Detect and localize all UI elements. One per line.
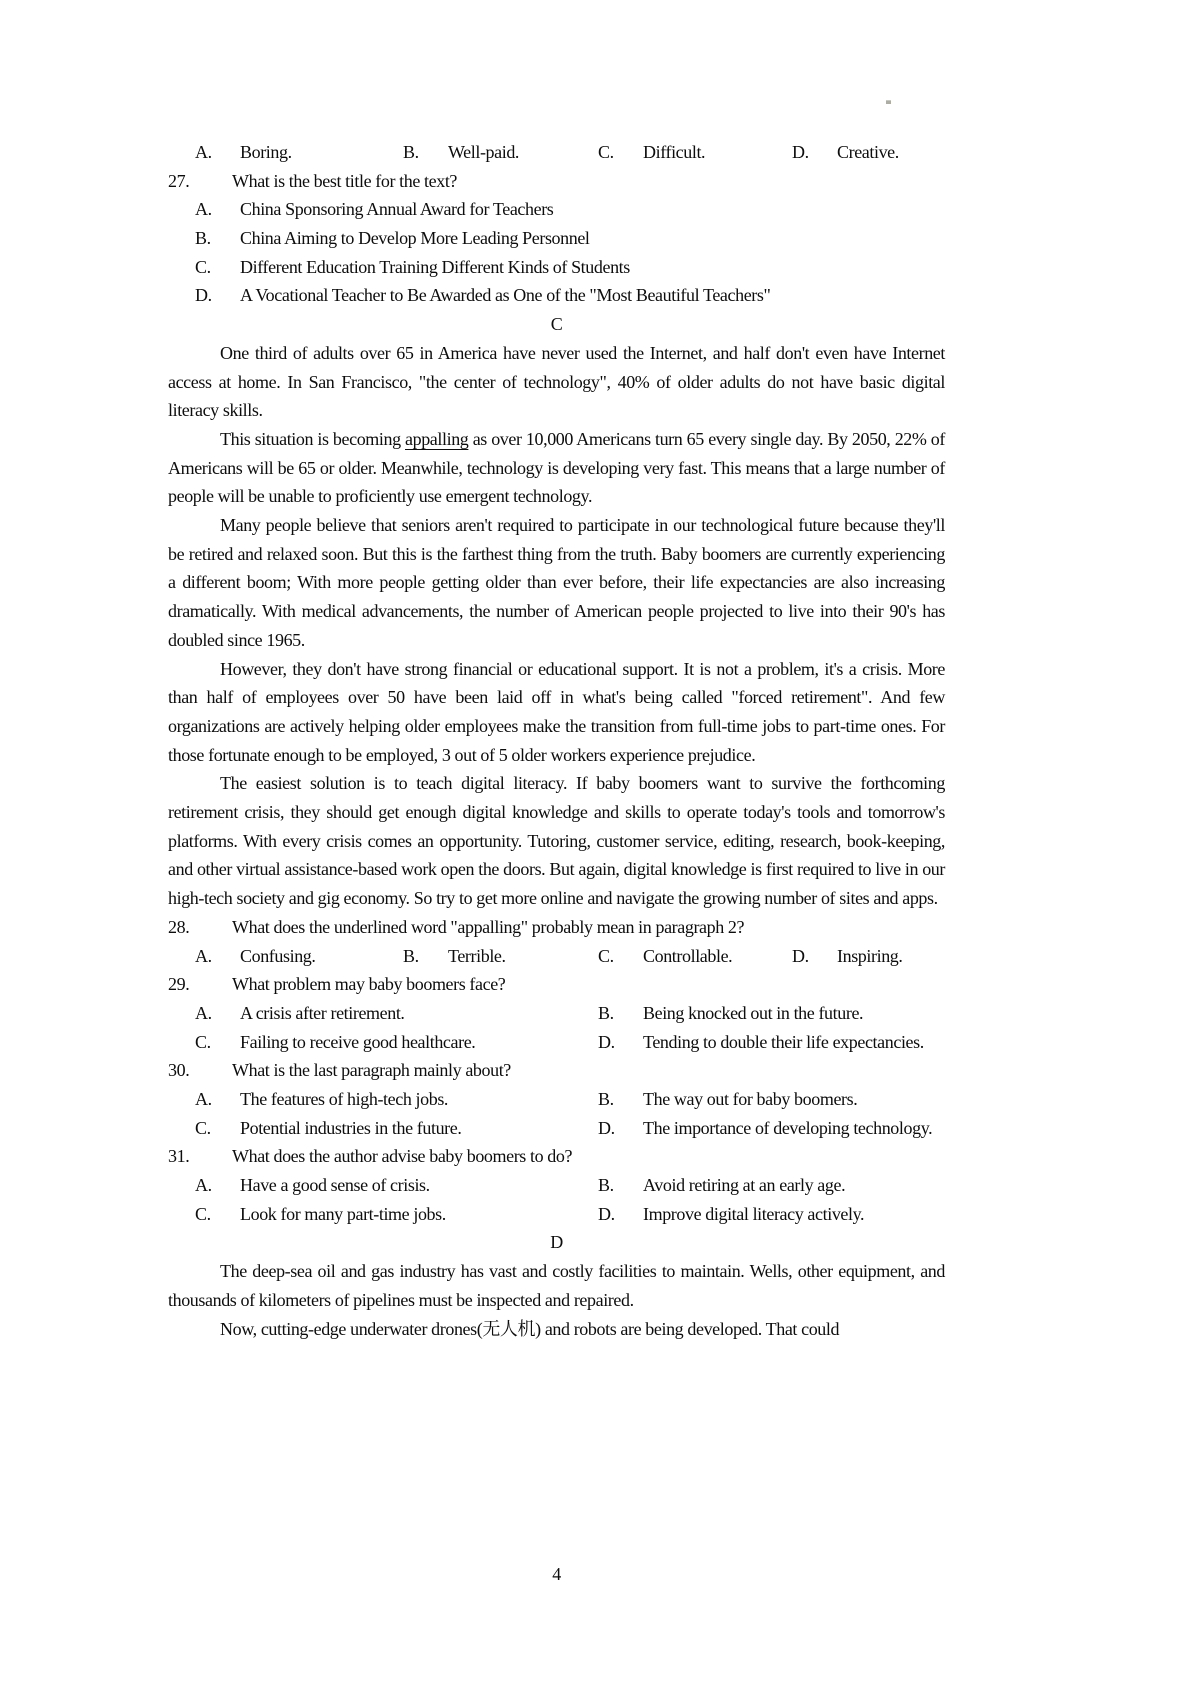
option-text: Creative. bbox=[837, 142, 899, 162]
option-text: Well-paid. bbox=[448, 142, 520, 162]
question-line bbox=[168, 1056, 945, 1085]
question-line bbox=[168, 1142, 945, 1171]
option-letter: B. bbox=[598, 1175, 614, 1196]
option-letter: A. bbox=[195, 142, 212, 162]
question-26-options-row bbox=[168, 138, 945, 167]
question-number: 30. bbox=[168, 1060, 190, 1081]
question-number: 29. bbox=[168, 974, 190, 995]
option-d bbox=[598, 1028, 924, 1057]
option-text: A crisis after retirement. bbox=[240, 1002, 405, 1023]
option-letter: D. bbox=[792, 945, 809, 966]
option-letter: D. bbox=[598, 1031, 615, 1052]
option-letter: D. bbox=[598, 1117, 615, 1138]
option-text: The way out for baby boomers. bbox=[643, 1089, 858, 1109]
question-28 bbox=[168, 913, 945, 970]
question-30 bbox=[168, 1056, 945, 1142]
option-text: Controllable. bbox=[643, 945, 733, 966]
option-text: China Aiming to Develop More Leading Personnel bbox=[240, 228, 590, 249]
option-d bbox=[598, 1200, 864, 1229]
option-d bbox=[598, 1114, 932, 1143]
option-letter: D. bbox=[792, 142, 809, 162]
option-a bbox=[195, 1085, 448, 1114]
question-29 bbox=[168, 970, 945, 1056]
question-text: What problem may baby boomers face? bbox=[232, 974, 506, 995]
option-text: Avoid retiring at an early age. bbox=[643, 1175, 846, 1196]
option-text: Have a good sense of crisis. bbox=[240, 1175, 430, 1196]
section-d-heading: D bbox=[550, 1232, 563, 1253]
option-text: Potential industries in the future. bbox=[240, 1117, 462, 1138]
option-text: A Vocational Teacher to Be Awarded as One of the "Most Beautiful Teachers" bbox=[240, 285, 771, 306]
option-letter: C. bbox=[195, 256, 211, 277]
question-text: What is the best title for the text? bbox=[232, 170, 458, 191]
passage-paragraph-4: However, they don't have strong financial or educational support. It is not a problem, it's a crisis. More than half of employees over 50 have been laid off in what's being called "forced retirement". And few organizations are actively helping older employees make the transition from full-time jobs to part-time ones. For those fortunate enough to be employed, 3 out of 5 older workers experience prejudice. bbox=[168, 658, 945, 765]
option-text: Difficult. bbox=[643, 142, 706, 162]
option-d bbox=[792, 942, 903, 971]
underlined-word: appalling bbox=[405, 428, 469, 449]
option-b bbox=[598, 999, 863, 1028]
question-number: 27. bbox=[168, 170, 190, 191]
option-d bbox=[195, 281, 945, 310]
question-line bbox=[168, 167, 945, 196]
option-letter: C. bbox=[195, 1031, 211, 1052]
question-number: 28. bbox=[168, 916, 190, 937]
passage-paragraph-5: The easiest solution is to teach digital literacy. If baby boomers want to survive the forthcoming retirement crisis, they should get enough digital knowledge and skills to operate today's tools and tomorrow's platforms. With every crisis comes an opportunity. Tutoring, customer service, editing, research, book-keeping, and other virtual assistance-based work open the doors. But again, digital knowledge is first required to live in our high-tech society and gig economy. So try to get more online and navigate the growing number of sites and apps. bbox=[168, 773, 945, 909]
question-27 bbox=[168, 167, 945, 310]
option-c bbox=[195, 1114, 461, 1143]
section-c-heading: C bbox=[550, 314, 563, 335]
question-28-options-row bbox=[168, 942, 945, 971]
options-row-cd bbox=[168, 1028, 945, 1057]
option-text: Failing to receive good healthcare. bbox=[240, 1031, 476, 1052]
option-letter: C. bbox=[195, 1117, 211, 1138]
option-text: Confusing. bbox=[240, 945, 316, 966]
option-letter: B. bbox=[403, 945, 419, 966]
passage-paragraph-1: The deep-sea oil and gas industry has vast and costly facilities to maintain. Wells, other equipment, and thousands of kilometers of pipelines must be inspected and repaired. bbox=[168, 1261, 945, 1310]
option-b bbox=[598, 1171, 845, 1200]
option-letter: B. bbox=[598, 1002, 614, 1023]
option-text: Look for many part-time jobs. bbox=[240, 1203, 446, 1224]
option-a bbox=[195, 195, 945, 224]
options-row-cd bbox=[168, 1200, 945, 1229]
option-a bbox=[195, 942, 316, 971]
option-text: Terrible. bbox=[448, 945, 506, 966]
option-letter: B. bbox=[195, 228, 211, 249]
question-line bbox=[168, 913, 945, 942]
option-c bbox=[195, 1028, 475, 1057]
question-number: 31. bbox=[168, 1146, 190, 1167]
option-letter: A. bbox=[195, 1089, 212, 1109]
option-b bbox=[195, 224, 945, 253]
scan-artifact bbox=[886, 100, 891, 104]
option-letter: C. bbox=[598, 945, 614, 966]
page-number: 4 bbox=[552, 1564, 561, 1584]
option-letter: D. bbox=[598, 1203, 615, 1224]
options-row-ab bbox=[168, 1171, 945, 1200]
option-text: Tending to double their life expectancies. bbox=[643, 1031, 924, 1052]
option-text: Different Education Training Different Kinds of Students bbox=[240, 256, 630, 277]
question-line bbox=[168, 970, 945, 999]
option-letter: A. bbox=[195, 1002, 212, 1023]
paragraph-text: as over 10,000 Americans turn 65 every single day. By 2050, 22% of Americans will be 65 or older. Meanwhile, technology is developing very fast. This means that a large number of people will be unable to proficiently use emergent technology. bbox=[168, 428, 946, 507]
option-c bbox=[195, 253, 945, 282]
option-letter: A. bbox=[195, 1175, 212, 1196]
option-d bbox=[792, 138, 899, 167]
question-text: What does the underlined word "appalling" probably mean in paragraph 2? bbox=[232, 916, 745, 937]
passage-paragraph-2 bbox=[168, 425, 945, 511]
option-letter: C. bbox=[195, 1203, 211, 1224]
option-text: China Sponsoring Annual Award for Teachers bbox=[240, 199, 554, 220]
option-text: Being knocked out in the future. bbox=[643, 1002, 864, 1023]
question-31 bbox=[168, 1142, 945, 1228]
option-c bbox=[598, 942, 732, 971]
option-b bbox=[403, 138, 519, 167]
question-text: What does the author advise baby boomers to do? bbox=[232, 1146, 573, 1167]
page-content bbox=[168, 138, 945, 1343]
question-text: What is the last paragraph mainly about? bbox=[232, 1060, 511, 1081]
option-a bbox=[195, 138, 292, 167]
reading-passage-d bbox=[168, 1257, 945, 1343]
options-row-ab bbox=[168, 999, 945, 1028]
option-text: The importance of developing technology. bbox=[643, 1117, 933, 1138]
options-row-ab bbox=[168, 1085, 945, 1114]
option-c bbox=[195, 1200, 446, 1229]
option-letter: A. bbox=[195, 945, 212, 966]
option-text: Improve digital literacy actively. bbox=[643, 1203, 865, 1224]
option-text: Inspiring. bbox=[837, 945, 903, 966]
option-b bbox=[598, 1085, 857, 1114]
options-row-cd bbox=[168, 1114, 945, 1143]
option-letter: B. bbox=[598, 1089, 614, 1109]
passage-paragraph-3: Many people believe that seniors aren't required to participate in our technological future because they'll be retired and relaxed soon. But this is the farthest thing from the truth. Baby boomers are currently experiencing a different boom; With more people getting older than ever before, their life expectancies are also increasing dramatically. With medical advancements, the number of American people projected to live into their 90's has doubled since 1965. bbox=[168, 515, 945, 650]
option-letter: B. bbox=[403, 142, 419, 162]
option-letter: D. bbox=[195, 285, 212, 306]
option-a bbox=[195, 1171, 430, 1200]
passage-paragraph-2: Now, cutting-edge underwater drones(无人机) and robots are being developed. That could bbox=[220, 1318, 840, 1339]
option-c bbox=[598, 138, 705, 167]
option-text: The features of high-tech jobs. bbox=[240, 1089, 449, 1109]
option-letter: C. bbox=[598, 142, 614, 162]
option-a bbox=[195, 999, 405, 1028]
passage-paragraph-1: One third of adults over 65 in America have never used the Internet, and half don't even have Internet access at home. In San Francisco, "the center of technology", 40% of older adults do not have basic digital literacy skills. bbox=[168, 342, 945, 421]
option-b bbox=[403, 942, 506, 971]
option-letter: A. bbox=[195, 199, 212, 220]
option-text: Boring. bbox=[240, 142, 292, 162]
paragraph-text: This situation is becoming bbox=[220, 428, 406, 449]
reading-passage-c bbox=[168, 339, 945, 913]
